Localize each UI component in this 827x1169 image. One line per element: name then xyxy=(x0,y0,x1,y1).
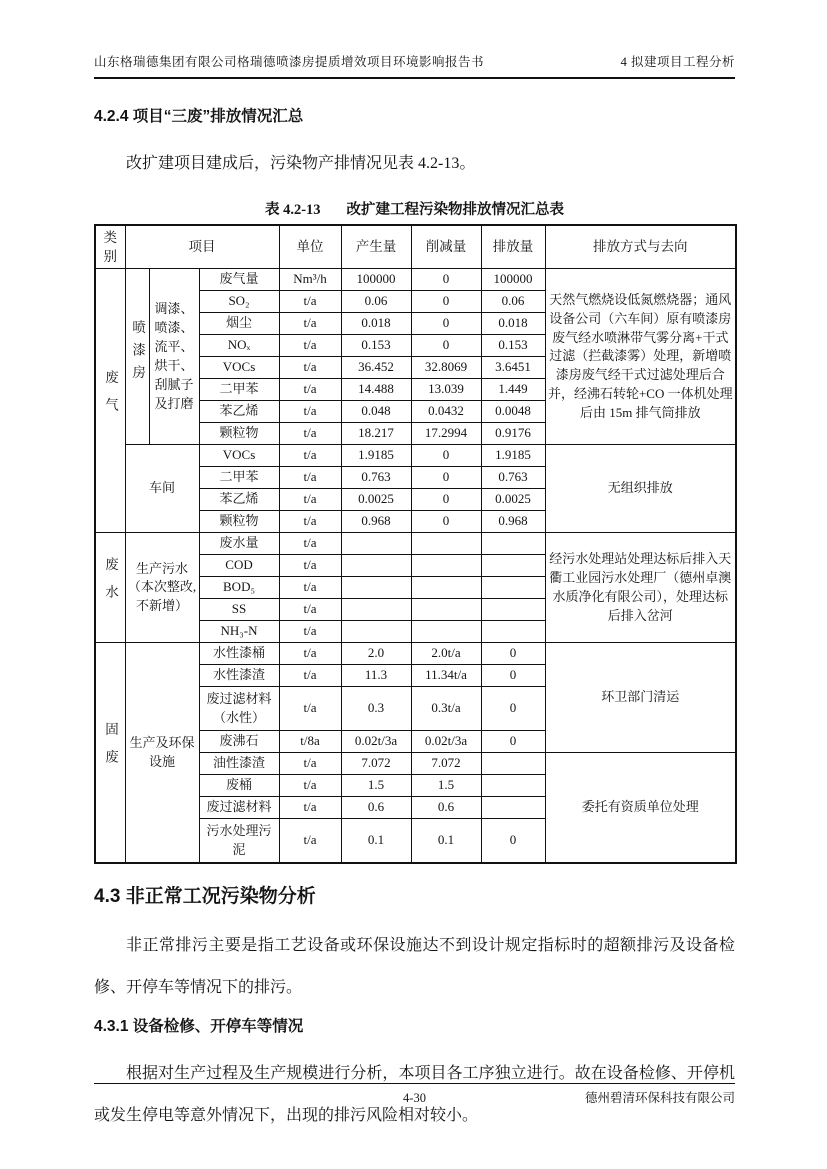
cell-pollutant: SO₂ xyxy=(199,291,279,313)
cell-unit: t/a xyxy=(279,665,341,687)
cell-unit: t/a xyxy=(279,401,341,423)
cell-reduced: 0.3t/a xyxy=(411,687,481,731)
cell-pollutant: 废过滤材料（水性） xyxy=(199,687,279,731)
cell-emitted: 100000 xyxy=(481,269,545,291)
cell-emitted: 0.0025 xyxy=(481,489,545,511)
cell-pollutant: 水性漆桶 xyxy=(199,643,279,665)
cell-pollutant: 废过滤材料 xyxy=(199,797,279,819)
cell-remark-workshop: 无组织排放 xyxy=(545,445,736,533)
cell-unit: t/a xyxy=(279,423,341,445)
cell-pollutant: 污水处理污泥 xyxy=(199,819,279,863)
cell-unit: t/a xyxy=(279,797,341,819)
cell-unit: t/a xyxy=(279,599,341,621)
table-row xyxy=(95,533,736,555)
cell-unit: t/a xyxy=(279,379,341,401)
cell-pollutant: 水性漆渣 xyxy=(199,665,279,687)
cell-produced: 0.3 xyxy=(341,687,411,731)
cell-pollutant: 二甲苯 xyxy=(199,467,279,489)
section-heading-431: 4.3.1 设备检修、开停车等情况 xyxy=(94,1017,304,1035)
header-chapter: 4 拟建项目工程分析 xyxy=(620,55,735,69)
section-heading-43: 4.3 非正常工况污染物分析 xyxy=(94,885,316,907)
table-number: 表 4.2-13 xyxy=(264,201,321,218)
cell-produced: 0.153 xyxy=(341,335,411,357)
cell-emitted: 0.06 xyxy=(481,291,545,313)
cell-pollutant: SS xyxy=(199,599,279,621)
cell-reduced xyxy=(411,577,481,599)
cell-emitted xyxy=(481,555,545,577)
col-header-produced: 产生量 xyxy=(341,225,411,269)
paragraph-431: 根据对生产过程及生产规模进行分析，本项目各工序独立进行。故在设备检修、开停机或发生停电等意外情况下，出现的排污风险相对较小。 xyxy=(94,1064,735,1124)
section-heading-424: 4.2.4 项目“三废”排放情况汇总 xyxy=(94,108,304,125)
cell-pollutant: 废水量 xyxy=(199,533,279,555)
cell-emitted: 0.968 xyxy=(481,511,545,533)
cell-sub-workshop: 车间 xyxy=(125,445,199,533)
col-header-disposal: 排放方式与去向 xyxy=(545,225,736,269)
cell-unit: t/a xyxy=(279,467,341,489)
cell-produced: 1.9185 xyxy=(341,445,411,467)
paragraph-424: 改扩建项目建成后，污染物产排情况见表 4.2-13。 xyxy=(126,155,476,172)
cell-remark-sanitation: 环卫部门清运 xyxy=(545,643,736,753)
cell-sub-paint-process: 调漆、喷漆、流平、烘干、刮腻子及打磨 xyxy=(149,269,199,445)
cell-produced xyxy=(341,621,411,643)
category-water-label: 废水 xyxy=(103,557,119,613)
cell-reduced: 7.072 xyxy=(411,753,481,775)
cell-reduced: 0 xyxy=(411,291,481,313)
cell-produced: 0.048 xyxy=(341,401,411,423)
table-row xyxy=(95,643,736,665)
cell-unit: t/a xyxy=(279,819,341,863)
cell-pollutant: 二甲苯 xyxy=(199,379,279,401)
cell-reduced: 0 xyxy=(411,269,481,291)
category-solid-label: 固废 xyxy=(103,722,119,778)
table-title: 改扩建工程污染物排放情况汇总表 xyxy=(346,201,565,218)
cell-reduced: 0 xyxy=(411,335,481,357)
cell-produced: 36.452 xyxy=(341,357,411,379)
cell-reduced: 11.34t/a xyxy=(411,665,481,687)
cell-unit: t/a xyxy=(279,511,341,533)
cell-unit: t/a xyxy=(279,533,341,555)
cell-reduced xyxy=(411,533,481,555)
cell-reduced xyxy=(411,621,481,643)
cell-reduced: 0 xyxy=(411,467,481,489)
cell-unit: t/a xyxy=(279,357,341,379)
cell-produced: 18.217 xyxy=(341,423,411,445)
cell-emitted: 0.9176 xyxy=(481,423,545,445)
cell-emitted: 0 xyxy=(481,687,545,731)
cell-emitted xyxy=(481,599,545,621)
cell-unit: t/a xyxy=(279,577,341,599)
cell-unit: Nm³/h xyxy=(279,269,341,291)
cell-emitted: 0.0048 xyxy=(481,401,545,423)
cell-reduced: 0 xyxy=(411,489,481,511)
paragraph-43: 非正常排污主要是指工艺设备或环保设施达不到设计规定指标时的超额排污及设备检修、开停车等情况下的排污。 xyxy=(94,936,735,996)
cell-unit: t/a xyxy=(279,335,341,357)
cell-emitted: 0 xyxy=(481,665,545,687)
cell-produced xyxy=(341,577,411,599)
cell-remark-gas: 天然气燃烧设低氮燃烧器；通风设备公司（六车间）原有喷漆房废气经水喷淋带气雾分离+干式过滤（拦截漆雾）处理，新增喷漆房废气经干式过滤处理后合并，经沸石转轮+CO 一体机处理后由 15m 排气筒排放 xyxy=(545,269,736,445)
col-header-reduced: 削减量 xyxy=(411,225,481,269)
running-header xyxy=(94,0,735,70)
header-report-title: 山东格瑞德集团有限公司格瑞德喷漆房提质增效项目环境影响报告书 xyxy=(94,55,485,69)
cell-pollutant: 废沸石 xyxy=(199,731,279,753)
cell-produced: 0.06 xyxy=(341,291,411,313)
cell-reduced: 0.1 xyxy=(411,819,481,863)
cell-pollutant: 颗粒物 xyxy=(199,423,279,445)
cell-unit: t/a xyxy=(279,445,341,467)
cell-produced: 0.018 xyxy=(341,313,411,335)
cell-emitted xyxy=(481,577,545,599)
cell-emitted: 0.763 xyxy=(481,467,545,489)
cell-remark-water: 经污水处理站处理达标后排入天衢工业园污水处理厂（德州卓澳水质净化有限公司），处理达标后排入岔河 xyxy=(545,533,736,643)
cell-produced: 7.072 xyxy=(341,753,411,775)
cell-emitted: 1.9185 xyxy=(481,445,545,467)
cell-unit: t/a xyxy=(279,291,341,313)
cell-emitted: 3.6451 xyxy=(481,357,545,379)
cell-reduced: 0.6 xyxy=(411,797,481,819)
cell-reduced xyxy=(411,599,481,621)
cell-reduced: 13.039 xyxy=(411,379,481,401)
cell-reduced: 0 xyxy=(411,445,481,467)
cell-sub-paint-room xyxy=(125,269,149,445)
cell-pollutant: 废桶 xyxy=(199,775,279,797)
running-footer xyxy=(94,1083,735,1106)
cell-produced: 2.0 xyxy=(341,643,411,665)
cell-produced: 0.1 xyxy=(341,819,411,863)
cell-emitted: 0.153 xyxy=(481,335,545,357)
col-header-item: 项目 xyxy=(125,225,279,269)
cell-pollutant: VOCs xyxy=(199,445,279,467)
cell-pollutant: 废气量 xyxy=(199,269,279,291)
cell-category-water xyxy=(95,533,125,643)
cell-unit: t/a xyxy=(279,313,341,335)
cell-reduced: 32.8069 xyxy=(411,357,481,379)
cell-produced xyxy=(341,555,411,577)
cell-reduced xyxy=(411,555,481,577)
cell-emitted: 0 xyxy=(481,819,545,863)
cell-category-solid xyxy=(95,643,125,863)
cell-pollutant: 苯乙烯 xyxy=(199,401,279,423)
cell-emitted xyxy=(481,753,545,775)
cell-unit: t/a xyxy=(279,489,341,511)
cell-produced: 11.3 xyxy=(341,665,411,687)
cell-emitted xyxy=(481,621,545,643)
cell-pollutant: NOₓ xyxy=(199,335,279,357)
cell-produced: 0.968 xyxy=(341,511,411,533)
cell-unit: t/a xyxy=(279,643,341,665)
cell-reduced: 0 xyxy=(411,511,481,533)
cell-reduced: 0.02t/3a xyxy=(411,731,481,753)
cell-produced xyxy=(341,599,411,621)
category-gas-label: 废气 xyxy=(103,370,119,426)
cell-pollutant: 颗粒物 xyxy=(199,511,279,533)
col-header-unit: 单位 xyxy=(279,225,341,269)
col-header-category: 类别 xyxy=(95,225,125,269)
cell-pollutant: 烟尘 xyxy=(199,313,279,335)
cell-remark-qualified: 委托有资质单位处理 xyxy=(545,753,736,863)
cell-produced: 0.02t/3a xyxy=(341,731,411,753)
cell-produced: 0.6 xyxy=(341,797,411,819)
table-caption xyxy=(94,198,735,219)
cell-pollutant: 苯乙烯 xyxy=(199,489,279,511)
cell-emitted: 0 xyxy=(481,643,545,665)
cell-unit: t/a xyxy=(279,555,341,577)
cell-reduced: 0 xyxy=(411,313,481,335)
cell-reduced: 1.5 xyxy=(411,775,481,797)
paint-room-label: 喷漆房 xyxy=(130,320,146,388)
cell-sub-solid: 生产及环保设施 xyxy=(125,643,199,863)
cell-produced: 0.0025 xyxy=(341,489,411,511)
header-divider xyxy=(94,77,735,79)
cell-reduced: 17.2994 xyxy=(411,423,481,445)
cell-sub-wastewater: 生产污水（本次整改,不新增） xyxy=(125,533,199,643)
cell-emitted: 0.018 xyxy=(481,313,545,335)
cell-pollutant: BOD₅ xyxy=(199,577,279,599)
cell-pollutant: COD xyxy=(199,555,279,577)
cell-unit: t/a xyxy=(279,687,341,731)
cell-unit: t/a xyxy=(279,753,341,775)
cell-emitted xyxy=(481,533,545,555)
cell-pollutant: NH₃-N xyxy=(199,621,279,643)
table-row xyxy=(95,445,736,467)
cell-unit: t/a xyxy=(279,621,341,643)
cell-unit: t/a xyxy=(279,775,341,797)
page-content xyxy=(94,0,735,1137)
cell-emitted: 1.449 xyxy=(481,379,545,401)
cell-produced: 0.763 xyxy=(341,467,411,489)
cell-emitted xyxy=(481,797,545,819)
cell-unit: t/8a xyxy=(279,731,341,753)
cell-reduced: 0.0432 xyxy=(411,401,481,423)
cell-produced: 100000 xyxy=(341,269,411,291)
table-header-row xyxy=(95,225,736,269)
cell-category-gas xyxy=(95,269,125,533)
table-row xyxy=(95,269,736,291)
footer-company: 德州碧清环保科技有限公司 xyxy=(585,1091,736,1105)
cell-emitted: 0 xyxy=(481,731,545,753)
emission-summary-table xyxy=(94,224,737,864)
cell-produced: 14.488 xyxy=(341,379,411,401)
cell-reduced: 2.0t/a xyxy=(411,643,481,665)
cell-produced: 1.5 xyxy=(341,775,411,797)
footer-page-number: 4-30 xyxy=(403,1091,426,1105)
cell-produced xyxy=(341,533,411,555)
cell-pollutant: 油性漆渣 xyxy=(199,753,279,775)
cell-emitted xyxy=(481,775,545,797)
cell-pollutant: VOCs xyxy=(199,357,279,379)
col-header-emitted: 排放量 xyxy=(481,225,545,269)
